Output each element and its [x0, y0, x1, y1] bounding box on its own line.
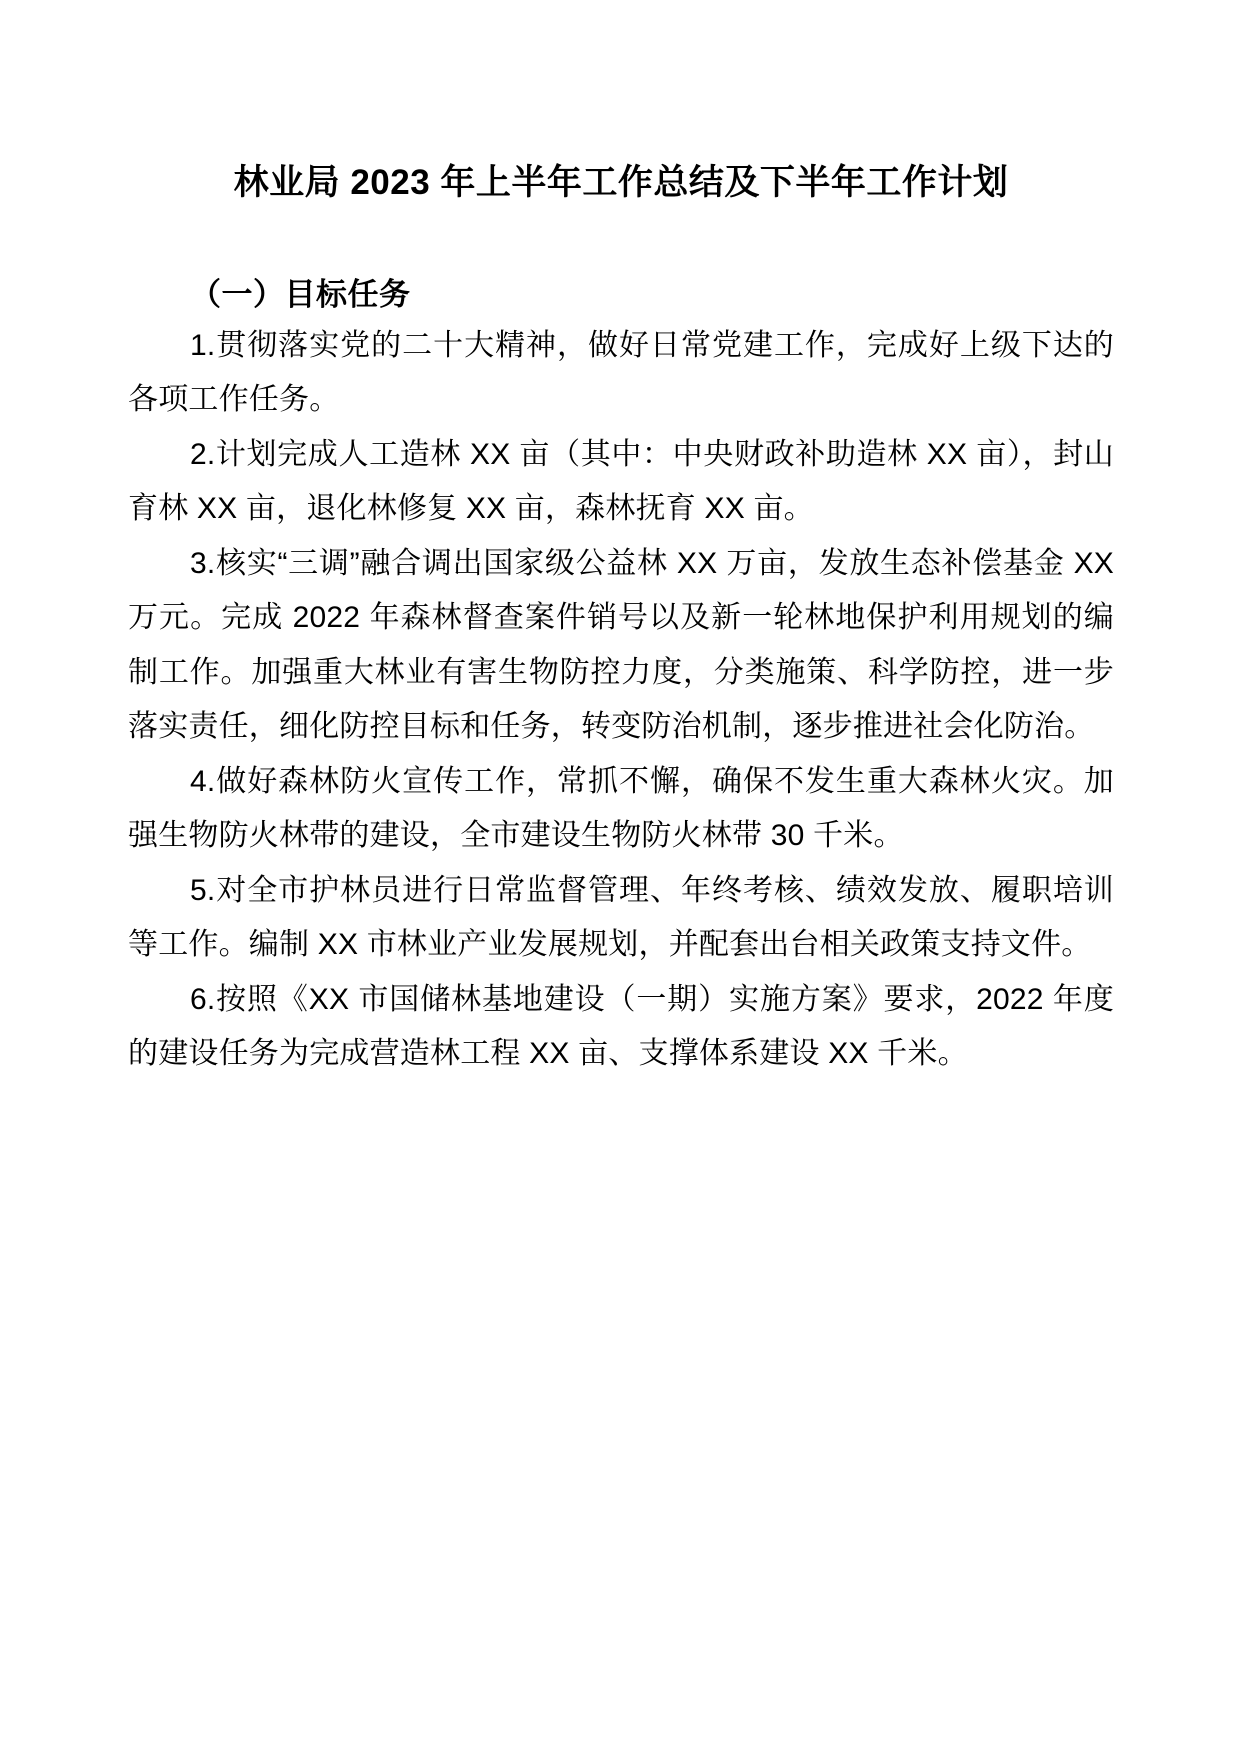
paragraph-item-5: 5.对全市护林员进行日常监督管理、年终考核、绩效发放、履职培训等工作。编制 XX 市林业产业发展规划，并配套出台相关政策支持文件。 — [128, 873, 1114, 962]
paragraph-item-6: 6.按照《XX 市国储林基地建设（一期）实施方案》要求，2022 年度的建设任务为完成营造林工程 XX 亩、支撑体系建设 XX 千米。 — [128, 982, 1114, 1071]
title-spacer — [128, 209, 1114, 271]
page-title: 林业局 2023 年上半年工作总结及下半年工作计划 — [233, 163, 1009, 202]
paragraph-item-4: 4.做好森林防火宣传工作，常抓不懈，确保不发生重大森林火灾。加强生物防火林带的建设，全市建设生物防火林带 30 千米。 — [128, 764, 1114, 853]
paragraph-item-1: 1.贯彻落实党的二十大精神，做好日常党建工作，完成好上级下达的各项工作任务。 — [128, 328, 1114, 417]
section-heading-objectives: （一）目标任务 — [190, 276, 411, 312]
paragraph-item-2: 2.计划完成人工造林 XX 亩（其中：中央财政补助造林 XX 亩），封山育林 XX 亩，退化林修复 XX 亩，森林抚育 XX 亩。 — [128, 437, 1114, 526]
document-body — [128, 150, 1114, 1082]
paragraph-item-3: 3.核实“三调”融合调出国家级公益林 XX 万亩，发放生态补偿基金 XX 万元。完成 2022 年森林督查案件销号以及新一轮林地保护利用规划的编制工作。加强重大林业有害生物防控力度，分类施策、科学防控，进一步落实责任，细化防控目标和任务，转变防治机制，逐步推进社会化防治。 — [128, 546, 1114, 744]
